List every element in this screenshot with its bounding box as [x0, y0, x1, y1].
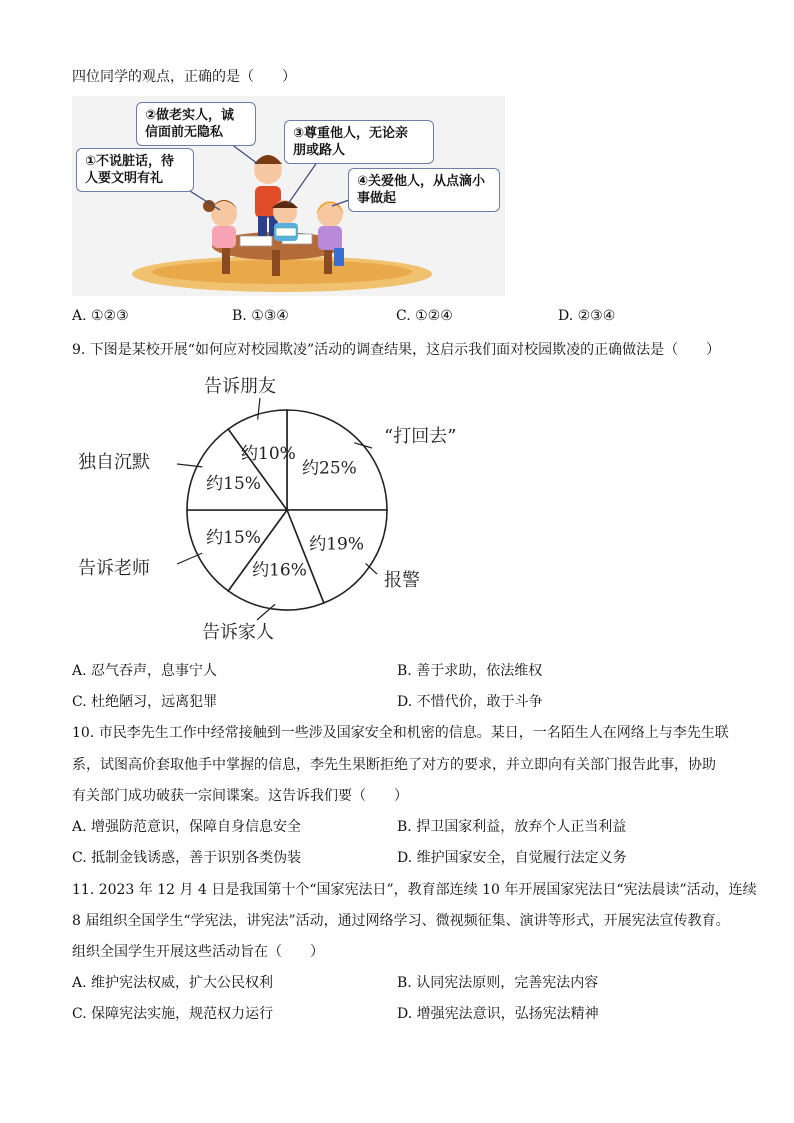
pie-category-label: 独自沉默	[78, 452, 150, 473]
pie-category-label: 告诉朋友	[204, 376, 276, 397]
pie-slice-percent-label: 约25%	[302, 458, 357, 479]
q10-stem-line2: 系，试图高价套取他手中掌握的信息，李先生果断拒绝了对方的要求，并立即向有关部门报告此事，协助	[72, 757, 716, 773]
q8-stem: 四位同学的观点，正确的是（ ）	[72, 69, 296, 85]
q11-option-d[interactable]: D. 增强宪法意识，弘扬宪法精神	[397, 1006, 599, 1022]
bubble-2: ②做老实人，诚 信面前无隐私	[136, 102, 256, 146]
q10-option-a[interactable]: A. 增强防范意识，保障自身信息安全	[72, 819, 302, 835]
pie-slice-percent-label: 约16%	[252, 560, 307, 581]
q8-option-c[interactable]: C. ①②④	[396, 308, 453, 324]
pie-category-label: “打回去”	[384, 426, 457, 447]
q10-option-c[interactable]: C. 抵制金钱诱惑，善于识别各类伪装	[72, 850, 302, 866]
q8-option-a[interactable]: A. ①②③	[72, 308, 129, 324]
q9-option-c[interactable]: C. 杜绝陋习，远离犯罪	[72, 694, 218, 710]
q10-option-d[interactable]: D. 维护国家安全，自觉履行法定义务	[397, 850, 627, 866]
pie-slice-percent-label: 约15%	[206, 528, 261, 549]
q11-stem-line2: 8 届组织全国学生“学宪法，讲宪法”活动，通过网络学习、微视频征集、演讲等形式，开展宪法宣传教育。	[72, 913, 730, 929]
bubble-1: ①不说脏话，待 人要文明有礼	[76, 148, 194, 192]
q9-option-b[interactable]: B. 善于求助，依法维权	[397, 663, 543, 679]
pie-slice-percent-label: 约19%	[309, 534, 365, 555]
q11-option-a[interactable]: A. 维护宪法权威，扩大公民权利	[72, 975, 274, 991]
q8-option-d[interactable]: D. ②③④	[558, 308, 616, 324]
girl-left	[211, 201, 237, 227]
q9-option-d[interactable]: D. 不惜代价，敢于斗争	[397, 694, 543, 710]
q10-option-b[interactable]: B. 捍卫国家利益，放弃个人正当利益	[397, 819, 627, 835]
pie-slice-percent-label: 约10%	[241, 443, 296, 464]
pie-leader-line	[177, 553, 202, 564]
q10-stem-line1: 10. 市民李先生工作中经常接触到一些涉及国家安全和机密的信息。某日，一名陌生人在网络上与李先生联	[72, 725, 729, 741]
pie-category-label: 报警	[384, 570, 420, 591]
q11-option-b[interactable]: B. 认同宪法原则，完善宪法内容	[397, 975, 599, 991]
q9-stem: 9. 下图是某校开展“如何应对校园欺凌”活动的调查结果，这启示我们面对校园欺凌的正确做法是（ ）	[72, 342, 721, 358]
q11-option-c[interactable]: C. 保障宪法实施，规范权力运行	[72, 1006, 274, 1022]
q11-stem-line1: 11. 2023 年 12 月 4 日是我国第十个“国家宪法日”，教育部连续 10 年开展国家宪法日“宪法晨读”活动，连续	[72, 882, 757, 898]
pie-chart	[72, 368, 472, 648]
q11-stem-line3: 组织全国学生开展这些活动旨在（ ）	[72, 944, 324, 960]
pie-category-label: 告诉家人	[202, 622, 274, 643]
q8-option-b[interactable]: B. ①③④	[232, 308, 289, 324]
girl-right	[317, 201, 343, 227]
bubble-4: ④关爱他人，从点滴小 事做起	[348, 168, 500, 212]
q8-cartoon-image	[72, 96, 505, 296]
bubble-3: ③尊重他人，无论亲 朋或路人	[284, 120, 434, 164]
pie-slice-percent-label: 约15%	[206, 473, 261, 494]
q9-option-a[interactable]: A. 忍气吞声，息事宁人	[72, 663, 218, 679]
q10-stem-line3: 有关部门成功破获一宗间谍案。这告诉我们要（ ）	[72, 788, 408, 804]
pie-category-label: 告诉老师	[78, 558, 150, 579]
